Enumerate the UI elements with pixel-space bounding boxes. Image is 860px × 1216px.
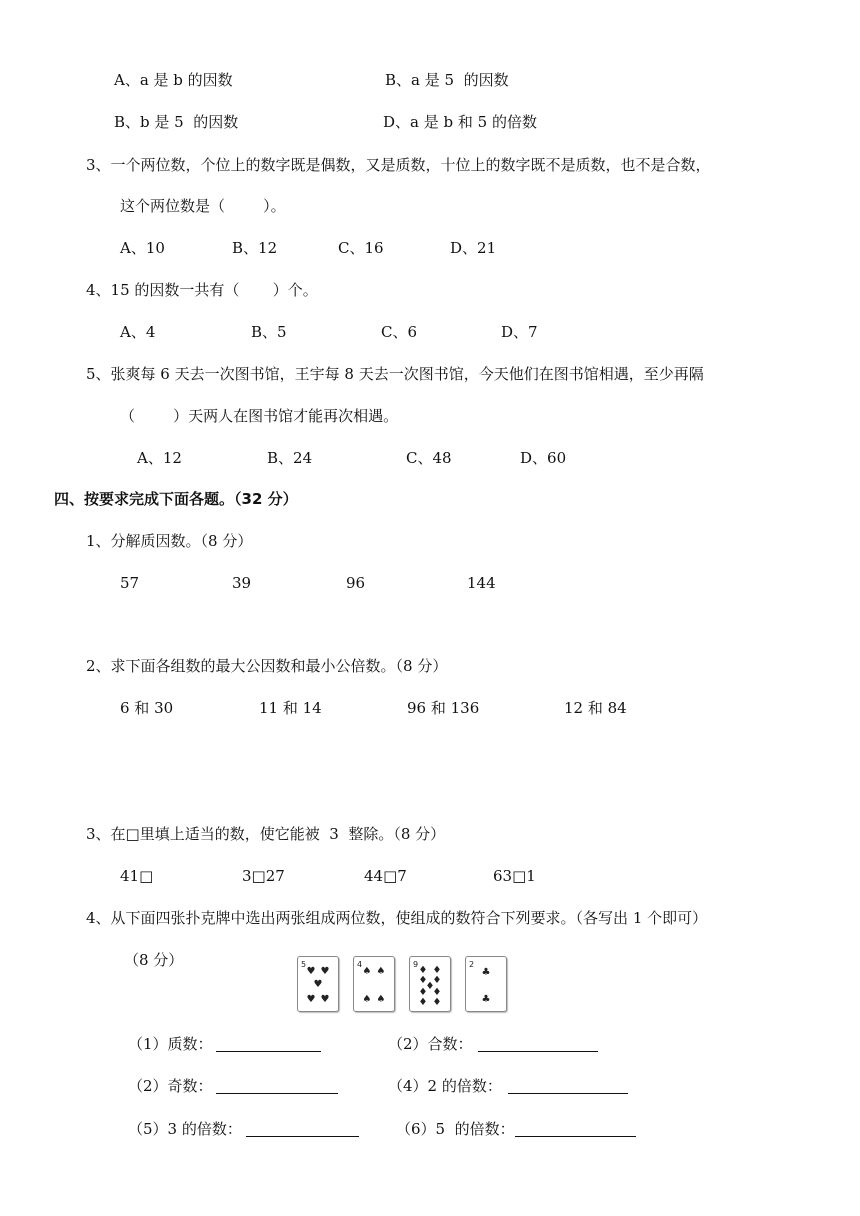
svg-text:♥: ♥ — [320, 994, 330, 1005]
svg-text:♥: ♥ — [306, 994, 316, 1005]
svg-text:♣: ♣ — [481, 994, 491, 1005]
playing-card-4-of-spades — [353, 956, 395, 1012]
svg-text:♠: ♠ — [376, 994, 386, 1005]
q3-option: A、10 — [120, 239, 165, 257]
svg-text:♠: ♠ — [362, 994, 372, 1005]
answer-multiple-of-2-label: （4）2 的倍数： — [388, 1077, 502, 1095]
q3-option: B、12 — [232, 239, 278, 257]
q4-option: A、4 — [120, 323, 156, 341]
q5-option: D、60 — [520, 449, 567, 467]
part1-number: 96 — [346, 574, 366, 592]
q2-option-d: D、a 是 b 和 5 的倍数 — [383, 113, 537, 131]
part3-item: 44□7 — [364, 867, 407, 885]
q5-option: A、12 — [137, 449, 182, 467]
answer-multiple-of-5-label: （6）5 的倍数： — [396, 1120, 515, 1138]
q5-text-line2: （ ）天两人在图书馆才能再次相遇。 — [120, 407, 399, 425]
q5-text-line1: 5、张爽每 6 天去一次图书馆，王宇每 8 天去一次图书馆，今天他们在图书馆相遇，至少再隔 — [86, 365, 704, 383]
answer-multiple-of-3-label: （5）3 的倍数： — [128, 1120, 242, 1138]
part2-group: 12 和 84 — [564, 699, 627, 717]
part3-text: 3、在□里填上适当的数，使它能被 3 整除。（8 分） — [86, 825, 446, 843]
answer-composite-blank[interactable] — [478, 1050, 598, 1052]
q4-option: D、7 — [501, 323, 538, 341]
svg-text:♥: ♥ — [306, 966, 316, 977]
q5-option: C、48 — [406, 449, 452, 467]
part2-text: 2、求下面各组数的最大公因数和最小公倍数。（8 分） — [86, 657, 448, 675]
svg-text:♦: ♦ — [432, 975, 442, 986]
part1-text: 1、分解质因数。（8 分） — [86, 532, 253, 550]
q4-text: 4、15 的因数一共有（ ）个。 — [86, 281, 318, 299]
svg-text:♥: ♥ — [313, 979, 323, 990]
q3-option: D、21 — [450, 239, 497, 257]
svg-text:♦: ♦ — [432, 987, 442, 998]
svg-text:♣: ♣ — [481, 967, 491, 978]
q4-option: B、5 — [251, 323, 287, 341]
answer-odd-blank[interactable] — [216, 1092, 338, 1094]
q2-option-a: A、a 是 b 的因数 — [114, 71, 233, 89]
answer-odd-label: （2）奇数： — [128, 1077, 213, 1095]
part3-item: 3□27 — [242, 867, 285, 885]
answer-prime-blank[interactable] — [216, 1050, 321, 1052]
q3-text-line1: 3、一个两位数，个位上的数字既是偶数，又是质数，十位上的数字既不是质数，也不是合数， — [86, 156, 711, 174]
answer-prime-label: （1）质数： — [128, 1035, 213, 1053]
part3-item: 41□ — [120, 867, 154, 885]
q4-option: C、6 — [381, 323, 418, 341]
answer-composite-label: （2）合数： — [388, 1035, 473, 1053]
svg-text:♦: ♦ — [418, 997, 428, 1008]
card-rank: 5 — [301, 960, 307, 969]
q3-text-line2: 这个两位数是（ ）。 — [120, 197, 286, 215]
card-rank: 9 — [413, 960, 419, 969]
svg-text:♦: ♦ — [418, 965, 428, 976]
part2-group: 96 和 136 — [407, 699, 480, 717]
part4-score: （8 分） — [124, 951, 184, 969]
svg-text:♠: ♠ — [376, 966, 386, 977]
part2-group: 6 和 30 — [120, 699, 174, 717]
playing-cards — [297, 956, 507, 1012]
part1-number: 57 — [120, 574, 140, 592]
svg-text:♦: ♦ — [418, 987, 428, 998]
part4-text: 4、从下面四张扑克牌中选出两张组成两位数，使组成的数符合下列要求。（各写出 1 个即可） — [86, 909, 708, 927]
playing-card-9-of-diamonds — [409, 956, 451, 1012]
playing-card-5-of-hearts — [297, 956, 339, 1012]
q2-option-b: B、b 是 5 的因数 — [114, 113, 239, 131]
part1-number: 39 — [232, 574, 252, 592]
q2-option-b-right: B、a 是 5 的因数 — [385, 71, 509, 89]
card-rank: 4 — [357, 960, 363, 969]
svg-text:♥: ♥ — [320, 966, 330, 977]
answer-multiple-of-2-blank[interactable] — [508, 1092, 628, 1094]
svg-text:♦: ♦ — [418, 975, 428, 986]
q3-option: C、16 — [338, 239, 384, 257]
svg-text:♦: ♦ — [425, 981, 435, 992]
answer-multiple-of-5-blank[interactable] — [515, 1135, 636, 1137]
svg-text:♦: ♦ — [432, 997, 442, 1008]
playing-card-2-of-clubs — [465, 956, 507, 1012]
svg-text:♠: ♠ — [362, 966, 372, 977]
svg-text:♦: ♦ — [432, 965, 442, 976]
card-rank: 2 — [469, 960, 475, 969]
part2-group: 11 和 14 — [259, 699, 322, 717]
q5-option: B、24 — [267, 449, 313, 467]
section-4-title: 四、按要求完成下面各题。（32 分） — [54, 490, 298, 508]
part1-number: 144 — [467, 574, 496, 592]
part3-item: 63□1 — [493, 867, 536, 885]
answer-multiple-of-3-blank[interactable] — [246, 1135, 359, 1137]
